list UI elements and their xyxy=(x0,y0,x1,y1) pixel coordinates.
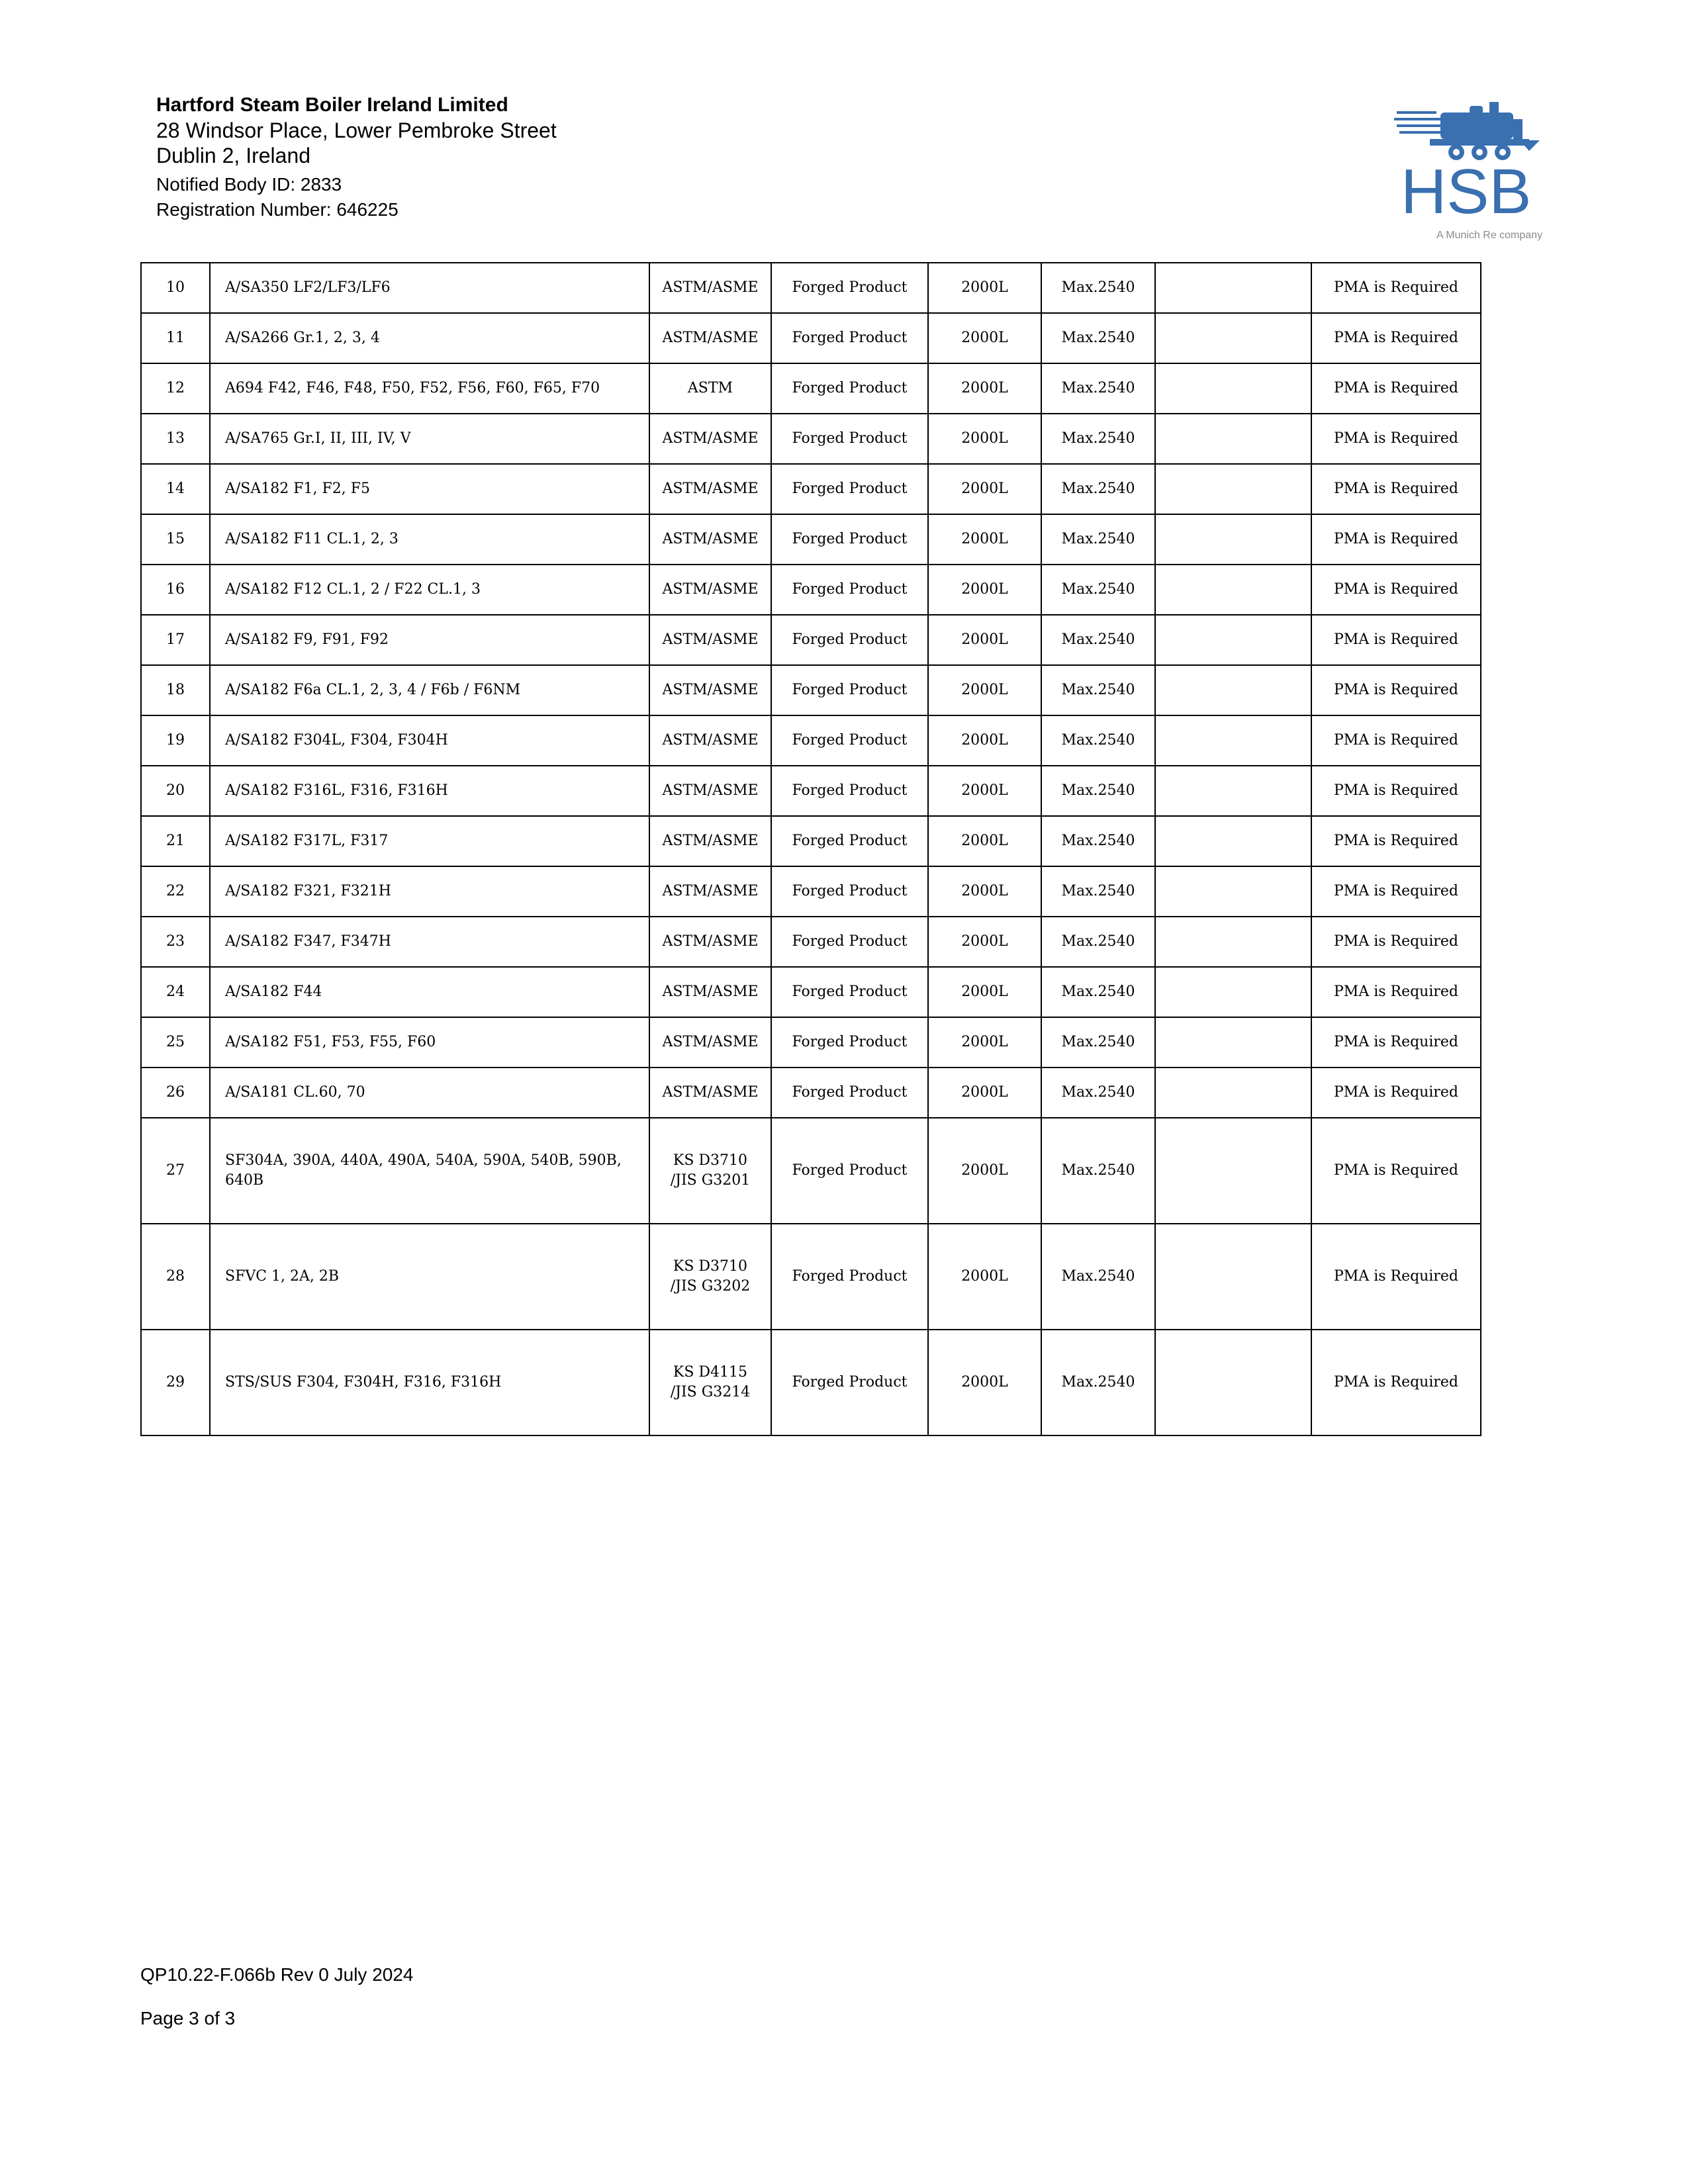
thickness-cell: Max.2540 xyxy=(1041,1017,1155,1068)
row-number-cell: 19 xyxy=(141,715,210,766)
remark-cell: PMA is Required xyxy=(1311,917,1481,967)
standard-line: ASTM xyxy=(687,380,733,396)
empty-cell xyxy=(1155,1118,1311,1224)
product-form-cell: Forged Product xyxy=(771,766,928,816)
empty-cell xyxy=(1155,816,1311,866)
material-cell: A/SA182 F6a CL.1, 2, 3, 4 / F6b / F6NM xyxy=(210,665,649,715)
row-number-cell: 29 xyxy=(141,1330,210,1435)
table-row xyxy=(141,615,1481,665)
table-row xyxy=(141,917,1481,967)
size-cell: 2000L xyxy=(928,615,1041,665)
product-form-cell: Forged Product xyxy=(771,313,928,363)
standard-cell xyxy=(649,715,771,766)
table-row xyxy=(141,866,1481,917)
table-row xyxy=(141,414,1481,464)
product-form-cell: Forged Product xyxy=(771,1224,928,1330)
size-cell: 2000L xyxy=(928,1330,1041,1435)
standard-cell xyxy=(649,363,771,414)
table-row xyxy=(141,1118,1481,1224)
thickness-cell: Max.2540 xyxy=(1041,1118,1155,1224)
standard-line: KS D3710 xyxy=(673,1152,748,1169)
standard-line: ASTM/ASME xyxy=(662,430,759,447)
product-form-cell: Forged Product xyxy=(771,1118,928,1224)
remark-cell: PMA is Required xyxy=(1311,464,1481,514)
product-form-cell: Forged Product xyxy=(771,414,928,464)
standard-line: ASTM/ASME xyxy=(662,279,759,296)
standard-cell xyxy=(649,313,771,363)
standard-line: ASTM/ASME xyxy=(662,581,759,598)
row-number-cell: 14 xyxy=(141,464,210,514)
empty-cell xyxy=(1155,1224,1311,1330)
page-number: Page 3 of 3 xyxy=(140,2008,236,2028)
table-row xyxy=(141,313,1481,363)
thickness-cell: Max.2540 xyxy=(1041,514,1155,565)
standard-line-2: /JIS G3201 xyxy=(670,1172,751,1189)
table-row xyxy=(141,514,1481,565)
thickness-cell: Max.2540 xyxy=(1041,866,1155,917)
remark-cell: PMA is Required xyxy=(1311,766,1481,816)
product-form-cell: Forged Product xyxy=(771,464,928,514)
row-number-cell: 26 xyxy=(141,1068,210,1118)
registration-number: Registration Number: 646225 xyxy=(156,199,399,220)
empty-cell xyxy=(1155,514,1311,565)
material-cell: A/SA182 F321, F321H xyxy=(210,866,649,917)
empty-cell xyxy=(1155,615,1311,665)
standard-line-2: /JIS G3202 xyxy=(670,1278,751,1295)
empty-cell xyxy=(1155,263,1311,313)
material-cell: A/SA765 Gr.I, II, III, IV, V xyxy=(210,414,649,464)
size-cell: 2000L xyxy=(928,263,1041,313)
remark-cell: PMA is Required xyxy=(1311,263,1481,313)
standard-cell xyxy=(649,1118,771,1224)
table-row xyxy=(141,715,1481,766)
size-cell: 2000L xyxy=(928,1068,1041,1118)
standard-line: ASTM/ASME xyxy=(662,883,759,899)
size-cell: 2000L xyxy=(928,665,1041,715)
thickness-cell: Max.2540 xyxy=(1041,1330,1155,1435)
size-cell: 2000L xyxy=(928,1224,1041,1330)
thickness-cell: Max.2540 xyxy=(1041,665,1155,715)
remark-cell: PMA is Required xyxy=(1311,313,1481,363)
remark-cell: PMA is Required xyxy=(1311,1017,1481,1068)
empty-cell xyxy=(1155,313,1311,363)
standard-cell xyxy=(649,967,771,1017)
row-number-cell: 25 xyxy=(141,1017,210,1068)
empty-cell xyxy=(1155,363,1311,414)
row-number-cell: 15 xyxy=(141,514,210,565)
thickness-cell: Max.2540 xyxy=(1041,715,1155,766)
row-number-cell: 16 xyxy=(141,565,210,615)
remark-cell: PMA is Required xyxy=(1311,665,1481,715)
standard-cell xyxy=(649,1017,771,1068)
standard-cell xyxy=(649,263,771,313)
size-cell: 2000L xyxy=(928,464,1041,514)
product-form-cell: Forged Product xyxy=(771,967,928,1017)
product-form-cell: Forged Product xyxy=(771,665,928,715)
standard-line: KS D3710 xyxy=(673,1258,748,1275)
size-cell: 2000L xyxy=(928,1017,1041,1068)
product-form-cell: Forged Product xyxy=(771,715,928,766)
product-form-cell: Forged Product xyxy=(771,514,928,565)
material-cell: A/SA182 F9, F91, F92 xyxy=(210,615,649,665)
table-row xyxy=(141,816,1481,866)
remark-cell: PMA is Required xyxy=(1311,514,1481,565)
material-cell: A694 F42, F46, F48, F50, F52, F56, F60, F65, F70 xyxy=(210,363,649,414)
remark-cell: PMA is Required xyxy=(1311,866,1481,917)
table-row xyxy=(141,464,1481,514)
size-cell: 2000L xyxy=(928,313,1041,363)
empty-cell xyxy=(1155,967,1311,1017)
standard-cell xyxy=(649,665,771,715)
document-reference: QP10.22-F.066b Rev 0 July 2024 xyxy=(140,1964,414,1985)
row-number-cell: 13 xyxy=(141,414,210,464)
row-number-cell: 18 xyxy=(141,665,210,715)
table-row xyxy=(141,1068,1481,1118)
row-number-cell: 22 xyxy=(141,866,210,917)
empty-cell xyxy=(1155,565,1311,615)
row-number-cell: 21 xyxy=(141,816,210,866)
remark-cell: PMA is Required xyxy=(1311,414,1481,464)
product-form-cell: Forged Product xyxy=(771,615,928,665)
standard-cell xyxy=(649,766,771,816)
remark-cell: PMA is Required xyxy=(1311,1118,1481,1224)
table-row xyxy=(141,1330,1481,1435)
size-cell: 2000L xyxy=(928,967,1041,1017)
address-line-2: Dublin 2, Ireland xyxy=(156,144,311,167)
thickness-cell: Max.2540 xyxy=(1041,464,1155,514)
material-cell: A/SA182 F347, F347H xyxy=(210,917,649,967)
standard-line: ASTM/ASME xyxy=(662,983,759,1000)
empty-cell xyxy=(1155,1330,1311,1435)
standard-line: ASTM/ASME xyxy=(662,782,759,799)
standard-cell xyxy=(649,1224,771,1330)
row-number-cell: 12 xyxy=(141,363,210,414)
remark-cell: PMA is Required xyxy=(1311,565,1481,615)
remark-cell: PMA is Required xyxy=(1311,816,1481,866)
product-form-cell: Forged Product xyxy=(771,816,928,866)
remark-cell: PMA is Required xyxy=(1311,363,1481,414)
empty-cell xyxy=(1155,1068,1311,1118)
size-cell: 2000L xyxy=(928,866,1041,917)
hsb-logo xyxy=(1390,99,1562,245)
empty-cell xyxy=(1155,766,1311,816)
material-cell: A/SA181 CL.60, 70 xyxy=(210,1068,649,1118)
standard-cell xyxy=(649,1068,771,1118)
size-cell: 2000L xyxy=(928,1118,1041,1224)
product-form-cell: Forged Product xyxy=(771,565,928,615)
standard-line: KS D4115 xyxy=(673,1364,748,1381)
empty-cell xyxy=(1155,917,1311,967)
material-cell: A/SA182 F11 CL.1, 2, 3 xyxy=(210,514,649,565)
notified-body-id: Notified Body ID: 2833 xyxy=(156,174,342,195)
company-name: Hartford Steam Boiler Ireland Limited xyxy=(156,94,508,116)
row-number-cell: 10 xyxy=(141,263,210,313)
size-cell: 2000L xyxy=(928,917,1041,967)
empty-cell xyxy=(1155,665,1311,715)
logo-tagline: A Munich Re company xyxy=(1436,230,1543,241)
remark-cell: PMA is Required xyxy=(1311,1068,1481,1118)
remark-cell: PMA is Required xyxy=(1311,615,1481,665)
product-form-cell: Forged Product xyxy=(771,1068,928,1118)
row-number-cell: 23 xyxy=(141,917,210,967)
empty-cell xyxy=(1155,1017,1311,1068)
standard-line: ASTM/ASME xyxy=(662,1034,759,1050)
row-number-cell: 11 xyxy=(141,313,210,363)
thickness-cell: Max.2540 xyxy=(1041,414,1155,464)
row-number-cell: 27 xyxy=(141,1118,210,1224)
empty-cell xyxy=(1155,866,1311,917)
material-cell: SFVC 1, 2A, 2B xyxy=(210,1224,649,1330)
address-line-1: 28 Windsor Place, Lower Pembroke Street xyxy=(156,118,557,142)
material-cell: A/SA182 F12 CL.1, 2 / F22 CL.1, 3 xyxy=(210,565,649,615)
size-cell: 2000L xyxy=(928,565,1041,615)
material-cell: A/SA182 F51, F53, F55, F60 xyxy=(210,1017,649,1068)
thickness-cell: Max.2540 xyxy=(1041,313,1155,363)
standard-line: ASTM/ASME xyxy=(662,330,759,346)
remark-cell: PMA is Required xyxy=(1311,715,1481,766)
empty-cell xyxy=(1155,414,1311,464)
material-cell: A/SA182 F316L, F316, F316H xyxy=(210,766,649,816)
table-row xyxy=(141,1017,1481,1068)
product-form-cell: Forged Product xyxy=(771,263,928,313)
table-row xyxy=(141,766,1481,816)
standard-cell xyxy=(649,615,771,665)
product-form-cell: Forged Product xyxy=(771,1017,928,1068)
logo-text: HSB xyxy=(1401,156,1532,227)
size-cell: 2000L xyxy=(928,514,1041,565)
material-cell: A/SA182 F304L, F304, F304H xyxy=(210,715,649,766)
thickness-cell: Max.2540 xyxy=(1041,1068,1155,1118)
standard-cell xyxy=(649,565,771,615)
empty-cell xyxy=(1155,464,1311,514)
product-form-cell: Forged Product xyxy=(771,866,928,917)
table-row xyxy=(141,363,1481,414)
standard-line: ASTM/ASME xyxy=(662,1084,759,1101)
table-row xyxy=(141,565,1481,615)
material-cell: A/SA182 F1, F2, F5 xyxy=(210,464,649,514)
standard-line: ASTM/ASME xyxy=(662,480,759,497)
size-cell: 2000L xyxy=(928,414,1041,464)
table-row xyxy=(141,967,1481,1017)
row-number-cell: 28 xyxy=(141,1224,210,1330)
material-cell: STS/SUS F304, F304H, F316, F316H xyxy=(210,1330,649,1435)
standard-cell xyxy=(649,917,771,967)
standard-line: ASTM/ASME xyxy=(662,631,759,648)
standard-cell xyxy=(649,514,771,565)
product-form-cell: Forged Product xyxy=(771,1330,928,1435)
product-form-cell: Forged Product xyxy=(771,917,928,967)
table-row xyxy=(141,263,1481,313)
thickness-cell: Max.2540 xyxy=(1041,263,1155,313)
material-cell: SF304A, 390A, 440A, 490A, 540A, 590A, 540B, 590B, 640B xyxy=(210,1118,649,1224)
thickness-cell: Max.2540 xyxy=(1041,766,1155,816)
material-cell: A/SA350 LF2/LF3/LF6 xyxy=(210,263,649,313)
standard-cell xyxy=(649,414,771,464)
size-cell: 2000L xyxy=(928,363,1041,414)
material-cell: A/SA182 F44 xyxy=(210,967,649,1017)
materials-table xyxy=(140,262,1481,1436)
thickness-cell: Max.2540 xyxy=(1041,565,1155,615)
thickness-cell: Max.2540 xyxy=(1041,615,1155,665)
thickness-cell: Max.2540 xyxy=(1041,967,1155,1017)
thickness-cell: Max.2540 xyxy=(1041,917,1155,967)
standard-cell xyxy=(649,1330,771,1435)
table-row xyxy=(141,665,1481,715)
row-number-cell: 17 xyxy=(141,615,210,665)
size-cell: 2000L xyxy=(928,715,1041,766)
row-number-cell: 20 xyxy=(141,766,210,816)
size-cell: 2000L xyxy=(928,766,1041,816)
letterhead xyxy=(156,93,557,222)
standard-cell xyxy=(649,866,771,917)
thickness-cell: Max.2540 xyxy=(1041,363,1155,414)
standard-cell xyxy=(649,816,771,866)
thickness-cell: Max.2540 xyxy=(1041,816,1155,866)
standard-line: ASTM/ASME xyxy=(662,833,759,849)
material-cell: A/SA266 Gr.1, 2, 3, 4 xyxy=(210,313,649,363)
material-cell: A/SA182 F317L, F317 xyxy=(210,816,649,866)
standard-line-2: /JIS G3214 xyxy=(670,1384,751,1400)
empty-cell xyxy=(1155,715,1311,766)
standard-line: ASTM/ASME xyxy=(662,732,759,749)
standard-line: ASTM/ASME xyxy=(662,682,759,698)
table-row xyxy=(141,1224,1481,1330)
remark-cell: PMA is Required xyxy=(1311,967,1481,1017)
thickness-cell: Max.2540 xyxy=(1041,1224,1155,1330)
standard-line: ASTM/ASME xyxy=(662,933,759,950)
standard-line: ASTM/ASME xyxy=(662,531,759,547)
remark-cell: PMA is Required xyxy=(1311,1224,1481,1330)
row-number-cell: 24 xyxy=(141,967,210,1017)
remark-cell: PMA is Required xyxy=(1311,1330,1481,1435)
product-form-cell: Forged Product xyxy=(771,363,928,414)
size-cell: 2000L xyxy=(928,816,1041,866)
standard-cell xyxy=(649,464,771,514)
locomotive-logo-icon xyxy=(1390,99,1562,245)
